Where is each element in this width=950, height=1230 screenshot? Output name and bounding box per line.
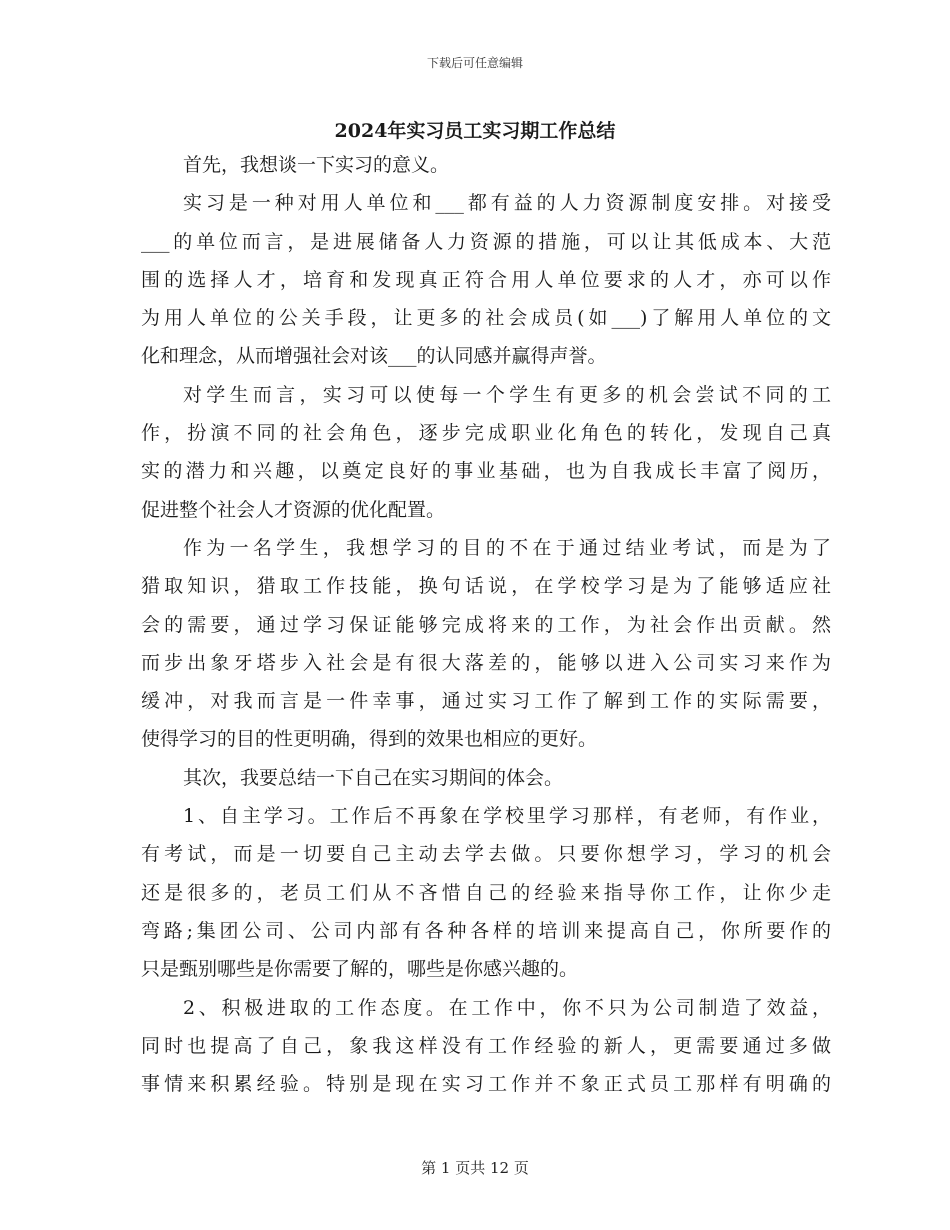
text-line: 还是很多的，老员工们从不吝惜自己的经验来指导你工作，让你少走 bbox=[141, 881, 831, 904]
text-line: 2、积极进取的工作态度。在工作中，你不只为公司制造了效益， bbox=[183, 996, 831, 1019]
page-number-footer: 第 1 页共 12 页 bbox=[421, 1159, 529, 1177]
text-line: 作，扮演不同的社会角色，逐步完成职业化角色的转化，发现自己真 bbox=[141, 422, 831, 445]
text-line: 只是甄别哪些是你需要了解的，哪些是你感兴趣的。 bbox=[141, 958, 579, 981]
text-line: 弯路;集团公司、公司内部有各种各样的培训来提高自己，你所要作的 bbox=[141, 919, 831, 942]
text-line: 实的潜力和兴趣，以奠定良好的事业基础，也为自我成长丰富了阅历， bbox=[141, 460, 831, 483]
text-line: 缓冲，对我而言是一件幸事，通过实习工作了解到工作的实际需要， bbox=[141, 690, 831, 713]
text-line: 事情来积累经验。特别是现在实习工作并不象正式员工那样有明确的 bbox=[141, 1073, 831, 1096]
page-header-note: 下载后可任意编辑 bbox=[426, 56, 523, 70]
text-line: 对学生而言，实习可以使每一个学生有更多的机会尝试不同的工 bbox=[183, 383, 831, 406]
text-line: ___的单位而言，是进展储备人力资源的措施，可以让其低成本、大范 bbox=[141, 230, 831, 253]
text-line: 会的需要，通过学习保证能够完成将来的工作，为社会作出贡献。然 bbox=[141, 613, 831, 636]
text-line: 作为一名学生，我想学习的目的不在于通过结业考试，而是为了 bbox=[183, 536, 831, 559]
text-line: 猎取知识，猎取工作技能，换句话说，在学校学习是为了能够适应社 bbox=[141, 575, 831, 598]
text-line: 实习是一种对用人单位和___都有益的人力资源制度安排。对接受 bbox=[183, 192, 831, 215]
text-line: 首先，我想谈一下实习的意义。 bbox=[183, 154, 450, 176]
text-line: 有考试，而是一切要自己主动去学去做。只要你想学习，学习的机会 bbox=[141, 843, 831, 866]
text-line: 1、自主学习。工作后不再象在学校里学习那样，有老师，有作业， bbox=[183, 805, 831, 828]
text-line: 同时也提高了自己，象我这样没有工作经验的新人，更需要通过多做 bbox=[141, 1034, 831, 1057]
document-body bbox=[141, 146, 831, 1103]
text-line: 化和理念，从而增强社会对该___的认同感并赢得声誉。 bbox=[141, 345, 607, 368]
text-line: 其次，我要总结一下自己在实习期间的体会。 bbox=[183, 766, 564, 789]
text-line: 为用人单位的公关手段，让更多的社会成员(如___)了解用人单位的文 bbox=[141, 307, 831, 330]
document-title: 2024年实习员工实习期工作总结 bbox=[334, 120, 616, 142]
text-line: 促进整个社会人才资源的优化配置。 bbox=[141, 498, 446, 521]
text-line: 而步出象牙塔步入社会是有很大落差的，能够以进入公司实习来作为 bbox=[141, 651, 831, 674]
text-line: 使得学习的目的性更明确，得到的效果也相应的更好。 bbox=[141, 728, 598, 751]
text-line: 围的选择人才，培育和发现真正符合用人单位要求的人才，亦可以作 bbox=[141, 268, 831, 291]
